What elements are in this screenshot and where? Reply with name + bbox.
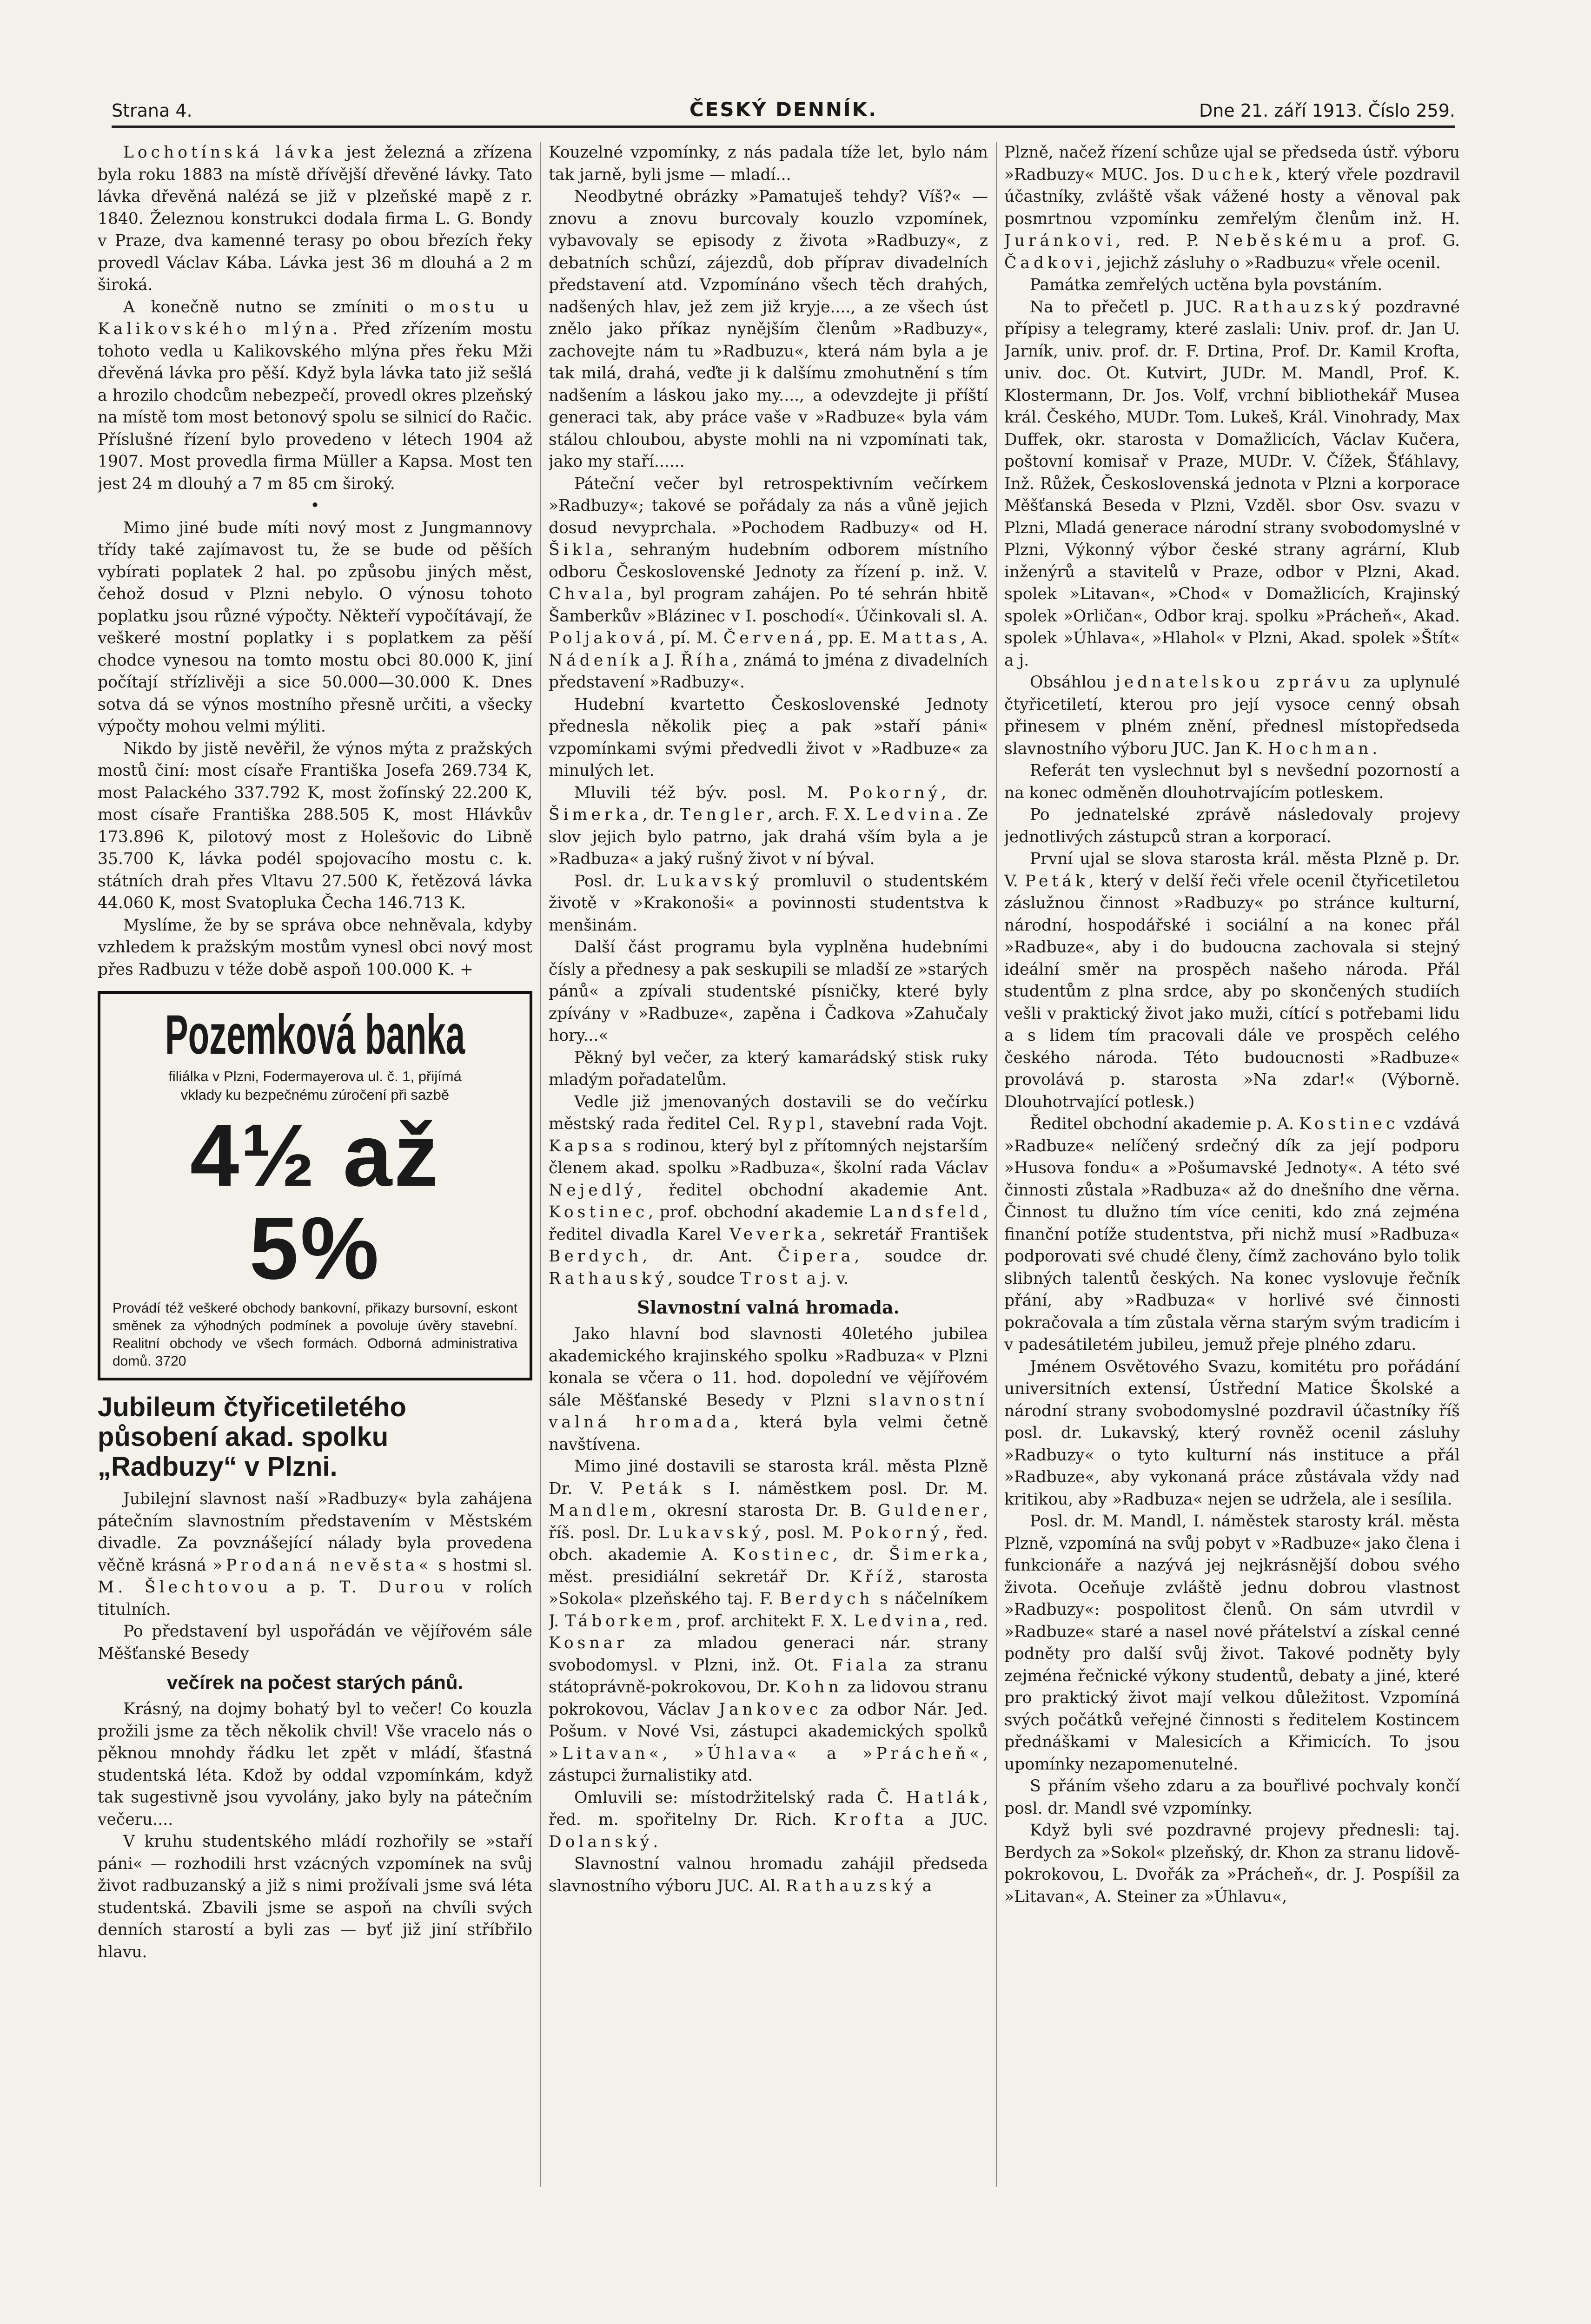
bank-advertisement: [98, 991, 532, 1380]
paragraph: Posl. dr. Lukavský promluvil o studentském životě v »Krakonoši« a povinnosti studentstva k menšinám.: [549, 872, 988, 935]
paragraph: Hudební kvartetto Československé Jednoty přednesla několik pieç a pak »staří páni« vzpomínkami svými předvedli život v »Radbuze« za minulých let.: [549, 695, 988, 780]
paragraph: Páteční večer byl retrospektivním večírkem »Radbuzy«; takové se pořádaly za nás a vůně jejich dosud nevyprchala. »Pochodem Radbuzy« od H. Šikla, sehraným hudebním odborem místního odboru Československé Jednoty za řízení p. inž. V. Chvala, byl program zahájen. Po té sehrán hbitě Šamberkův »Blázinec v I. poschodí«. Účinkovali sl. A. Poljaková, pí. M. Červená, pp. E. Mattas, A. Nádeník a J. Říha, známá to jména z divadelních představení »Radbuzy«.: [549, 474, 988, 692]
separator-mark: •: [310, 496, 320, 515]
paragraph: V kruhu studentského mládí rozhořily se »staří páni« — rozhodili hrst vzácných vzpomínek na svůj život radbuzanský a již s nimi prožívali jsme svá léta studentská. Zbavili jsme se aspoň na chvíli svých denních starostí a byli zas — byť již jiní stříbřilo hlavu.: [98, 1832, 532, 1961]
paragraph: Neodbytné obrázky »Pamatuješ tehdy? Víš?« — znovu a znovu burcovaly kouzlo vzpomínek, vybavovaly se episody z života »Radbuzy«, z debatních schůzí, zájezdů, dob příprav divadelních představení atd. Vzpomínáno všech těch drahých, nadšených hlav, jež zem již kryje...., a ze všech úst znělo jako příkaz nynějším členům »Radbuzy«, zachovejte nám tu »Radbuzu«, která nám byla a je tak milá, drahá, veďte ji k dalšímu zmohutnění s tím nadšením a láskou jako my...., a odevzdejte ji příští generaci tak, aby práce vaše v »Radbuze« byla vám stálou chloubou, abyste mohli na ni vzpomínati tak, jako my staří......: [549, 187, 988, 471]
paragraph: Kouzelné vzpomínky, z nás padala tíže let, bylo nám tak jarně, byli jsme — mladí...: [549, 143, 988, 184]
subheading: večírek na počest starých pánů.: [166, 1671, 464, 1693]
ad-interest-rate: 4½ až 5%: [190, 1106, 440, 1298]
paragraph: Nikdo by jistě nevěřil, že výnos mýta z pražských mostů činí: most císaře Františka Josefa 269.734 K, most Palackého 337.792 K, most žofínský 22.200 K, most císaře Františka 288.505 K, most Hlávkův 173.896 K, pilotový most z Holešovic do Libně 35.700 K, lávka podél spojovacího mostu c. k. státních drah přes Vltavu 27.500 K, řetězová lávka 44.060 K, most Svatopluka Čecha 146.713 K.: [98, 739, 532, 912]
paragraph: První ujal se slova starosta král. města Plzně p. Dr. V. Peták, který v delší řeči vřele ocenil čtyřicetiletou záslužnou činnost »Radbuzy« po stránce kulturní, národní, hospodářské i sociální a na konec přál »Radbuze«, aby i do budoucna zachovala si stejný ideální směr na prospěch našeho národa. Přál studentům z plna srdce, aby po skončených studiích vešli v praktický život jako muži, cítící s potřebami lidu a s lidem tím pracovali dále ve prospěch celého českého národa. Této budoucnosti »Radbuze« provolává p. starosta »Na zdar!« (Výborně. Dlouhotrvající potlesk.): [1004, 850, 1460, 1111]
paragraph: Na to přečetl p. JUC. Rathauzský pozdravné přípisy a telegramy, které zaslali: Univ. prof. dr. Jan U. Jarník, univ. prof. dr. F. Drtina, Prof. Dr. Kamil Krofta, univ. doc. Ot. Kutvirt, JUDr. M. Mandl, Prof. K. Klostermann, Dr. Jos. Volf, vrchní bibliothekář Musea král. Českého, MUDr. Tom. Lukeš, Král. Vinohrady, Max Duffek, okr. starosta v Domažlicích, Václav Kučera, poštovní komisař v Praze, MUDr. V. Čížek, Šťáhlavy, Inž. Růžek, Československá jednota v Plzni a korporace Měšťanská Beseda v Plzni, Vzděl. sbor Osv. svazu v Plzni, Mladá generace národní strany svobodomyslné v Plzni, Výkonný výbor české strany agrární, Klub inženýrů a stavitelů v Praze, odbor v Plzni, Akad. spolek »Litavan«, »Chod« v Domažlicích, Krajinský spolek »Orličan«, Odbor kraj. spolku »Prácheň«, Akad. spolek »Úhlava«, »Hlahol« v Plzni, Akad. spolek »Štít« a j.: [1004, 297, 1460, 670]
paragraph: Jménem Osvětového Svazu, komitétu pro pořádání universitních extensí, Ústřední Matice Školské a národní strany svobodomyslné pozdravil účastníky říš posl. dr. Lukavský, který rovněž ocenil zásluhy »Radbuzy« o tyto kulturní nás instituce a přál »Radbuze«, aby vykonaná práce zůstávala vždy nad kritikou, aby »Radbuza« nejen se udržela, ale i sesílila.: [1004, 1357, 1460, 1509]
ad-services: Provádí též veškeré obchody bankovní, přikazy bursovní, eskont směnek za výhodných podmínek a povoluje úvěry stavební. Realitní obchody ve všech formách. Odborná administrativa domů. 3720: [113, 1301, 517, 1369]
page-header: [112, 93, 1455, 128]
ad-deposits: vklady ku bezpečnému zúročení při sazbě: [180, 1087, 450, 1103]
paragraph: Posl. dr. M. Mandl, I. náměstek starosty král. města Plzně, vzpomíná na svůj pobyt v »Radbuze« jako člena i funkcionáře a nazývá jej nejkrásnější dobou svého života. Oceňuje zvláště jednu dobrou vlastnost »Radbuzy«: pospolitost členů. On sám utvrdil v »Radbuze« staré a nasel nové přátelství a získal cenné podněty pro další svůj život. Takové podněty byly zejména řečnické výkony studentů, debaty a jiné, které pro praktický život mají velkou důležitost. Vzpomíná svých počátků veřejné činnosti s ředitelem Kostincem přednáškami v Malesicích a Křimicích. To jsou upomínky nezapomenutelné.: [1004, 1512, 1460, 1774]
paragraph: Ředitel obchodní akademie p. A. Kostinec vzdává »Radbuze« nelíčený srdečný dík za její podporu »Husova fondu« a »Pošumavské Jednoty«. A této své činnosti zůstala »Radbuza« až do dnešního dne věrna. Činnost tu dlužno tím více ceniti, kdo zná zejména finanční potíže studentstva, při nichž musí »Radbuza« podporovati své chudé členy, čímž zachováno bylo tolik slibných talentů českých. Na konec vyslovuje řečník přání, aby »Radbuza« v horlivé své činnosti pokračovala a tím zůstala věrna starým svým tradicím i v padesátiletém jubileu, jemuž přeje plného zdaru.: [1004, 1115, 1460, 1354]
paragraph: Další část programu byla vyplněna hudebními čísly a přednesy a pak seskupili se mladší ze »starých pánů« a zpívali studentské písničky, které byly zpívány v »Radbuze«, zapěna i Čadkova »Zahučaly hory...«: [549, 938, 988, 1045]
paragraph: Památka zemřelých uctěna byla povstáním.: [1030, 276, 1383, 294]
subheading: Slavnostní valná hromada.: [637, 1297, 900, 1318]
paragraph: Jako hlavní bod slavnosti 40letého jubilea akademického krajinského spolku »Radbuza« v Plzni konala se včera o 11. hod. dopolední ve vějířovém sále Měšťanské Besedy v Plzni slavnostní valná hromada, která byla velmi četně navštívena.: [549, 1325, 988, 1454]
column-3: [1004, 142, 1460, 2205]
masthead: ČESKÝ DENNÍK.: [689, 98, 878, 121]
issue-date: Dne 21. září 1913. Číslo 259.: [1199, 100, 1455, 121]
column-rule: [996, 142, 997, 2187]
paragraph: Myslíme, že by se správa obce nehněvala, kdyby vzhledem k pražským mostům vynesl obci nový most přes Radbuzu v téže době aspoň 100.000 K. +: [98, 916, 532, 979]
paragraph: Slavnostní valnou hromadu zahájil předseda slavnostního výboru JUC. Al. Rathauzský a: [549, 1855, 988, 1895]
paragraph: Obsáhlou jednatelskou zprávu za uplynulé čtyřicetiletí, kterou pro její vysoce cenný obsah přinesem v plném znění, přednesl místopředseda slavnostního výboru JUC. Jan K. Hochman.: [1004, 673, 1460, 758]
paragraph: Plzně, načež řízení schůze ujal se předseda ústř. výboru »Radbuzy« MUC. Jos. Duchek, který vřele pozdravil účastníky, zvláště však vážené hosty a věnoval pak posmrtnou vzpomínku zemřelým členům inž. H. Juránkovi, red. P. Neběskému a prof. G. Čadkovi, jejichž zásluhy o »Radbuzu« vřele ocenil.: [1004, 143, 1460, 272]
column-2: [549, 142, 988, 2205]
paragraph: Mimo jiné bude míti nový most z Jungmannovy třídy také zajímavost tu, že se bude od pěších vybírati poplatek 2 hal. po způsobu jiných měst, čehož dosud v Plzni nebylo. O výnosu tohoto poplatku jsou různé výpočty. Někteří vypočítávají, že veškeré mostní poplatky i s poplatkem za pěší chodce vynesou na tomto mostu obci 80.000 K, jiní počítají střízlivěji a sice 50.000—30.000 K. Dnes sotva dá se výnos mostního přesně určiti, a všecky výpočty mohou velmi mýliti.: [98, 518, 532, 736]
paragraph: Krásný, na dojmy bohatý byl to večer! Co kouzla prožili jsme za těch několik chvil! Vše vracelo nás o pěknou mnohdy řádku let zpět v mládí, šťastná studentská léta. Kdož by oddal vzpomínkám, když tak sugestivně jsou vyvolány, jako byly na pátečním večeru....: [98, 1700, 532, 1829]
ad-title: Pozemková banka: [165, 1004, 465, 1066]
paragraph: Mluvili též býv. posl. M. Pokorný, dr. Šimerka, dr. Tengler, arch. F. X. Ledvina. Ze slov jejich bylo patrno, jak drahá vším byla a je »Radbuza« a jaký rušný život v ní býval.: [549, 783, 988, 868]
paragraph: S přáním všeho zdaru a za bouřlivé pochvaly končí posl. dr. Mandl své vzpomínky.: [1004, 1777, 1460, 1818]
paragraph: Pěkný byl večer, za který kamarádský stisk ruky mladým pořadatelům.: [549, 1048, 988, 1089]
paragraph: Vedle již jmenovaných dostavili se do večírku městský rada ředitel Cel. Rypl, stavební rada Vojt. Kapsa s rodinou, který byl z přítomných nejstarším členem akad. spolku »Radbuza«, školní rada Václav Nejedlý, ředitel obchodní akademie Ant. Kostinec, prof. obchodní akademie Landsfeld, ředitel divadla Karel Veverka, sekretář František Berdych, dr. Ant. Čipera, soudce dr. Rathauský, soudce Trost a j. v.: [549, 1092, 988, 1288]
paragraph: Když byli své pozdravné projevy přednesli: taj. Berdych za »Sokol« plzeňský, dr. Khon za stranu lidově-pokrokovou, L. Dvořák za »Prácheň«, dr. J. Pospíšil za »Litavan«, A. Steiner za »Úhlavu«,: [1004, 1821, 1460, 1906]
ad-address: filiálka v Plzni, Fodermayerova ul. č. 1, přijímá: [168, 1068, 462, 1084]
column-1: [98, 142, 532, 2205]
paragraph: Jubilejní slavnost naší »Radbuzy« byla zahájena pátečním slavnostním představením v Městském divadle. Za povznášející nálady byla provedena věčně krásná »Prodaná nevěsta« s hostmi sl. M. Šlechtovou a p. T. Durou v rolích titulních.: [98, 1490, 532, 1619]
paragraph: Po představení byl uspořádán ve vějířovém sále Měšťanské Besedy: [98, 1622, 532, 1663]
article-headline: Jubileum čtyřicetiletého působení akad. spolku „Radbuzy“ v Plzni.: [98, 1392, 406, 1482]
paragraph: Lochotínská lávka jest železná a zřízena byla roku 1883 na místě dřívější dřevěné lávky. Tato lávka dřevěná nalézá se již v plzeňské mapě z r. 1840. Železnou konstrukci dodala firma L. G. Bondy v Praze, dva kamenné terasy po obou březích řeky provedl Václav Kába. Lávka jest 36 m dlouhá a 2 m široká.: [98, 143, 532, 294]
paragraph: Omluvili se: místodržitelský rada Č. Hatlák, řed. m. spořitelny Dr. Rich. Krofta a JUC. Dolanský.: [549, 1788, 988, 1851]
page-number: Strana 4.: [112, 100, 192, 121]
column-rule: [540, 142, 541, 2187]
paragraph: Mimo jiné dostavili se starosta král. města Plzně Dr. V. Peták s I. náměstkem posl. Dr. M. Mandlem, okresní starosta Dr. B. Guldener, říš. posl. Dr. Lukavský, posl. M. Pokorný, řed. obch. akademie A. Kostinec, dr. Šimerka, měst. presidiální sekretář Dr. Kříž, starosta »Sokola« plzeňského taj. F. Berdych s náčelníkem J. Táborkem, prof. architekt F. X. Ledvina, red. Kosnar za mladou generaci nár. strany svobodomysl. v Plzni, inž. Ot. Fiala za stranu státoprávně-pokrokovou, Dr. Kohn za lidovou stranu pokrokovou, Václav Jankovec za odbor Nár. Jed. Pošum. v Nové Vsi, zástupci akademických spolků »Litavan«, »Úhlava« a »Prácheň«, zástupci žurnalistiky atd.: [549, 1457, 988, 1785]
paragraph: Po jednatelské zprávě následovaly projevy jednotlivých zástupců stran a korporací.: [1004, 805, 1460, 846]
paragraph: A konečně nutno se zmíniti o mostu u Kalikovského mlýna. Před zřízením mostu tohoto vedla u Kalikovského mlýna přes řeku Mži dřevěná lávka pro pěší. Když byla lávka tato již sešlá a hrozilo chodcům nebezpečí, provedl okres plzeňský na místě tom most betonový spolu se silnicí do Račic. Příslušné řízení bylo provedeno v létech 1904 až 1907. Most provedla firma Müller a Kapsa. Most ten jest 24 m dlouhý a 7 m 85 cm široký.: [98, 297, 532, 493]
paragraph: Referát ten vyslechnut byl s nevšední pozorností a na konec odměněn dlouhotrvajícím potleskem.: [1004, 761, 1460, 802]
